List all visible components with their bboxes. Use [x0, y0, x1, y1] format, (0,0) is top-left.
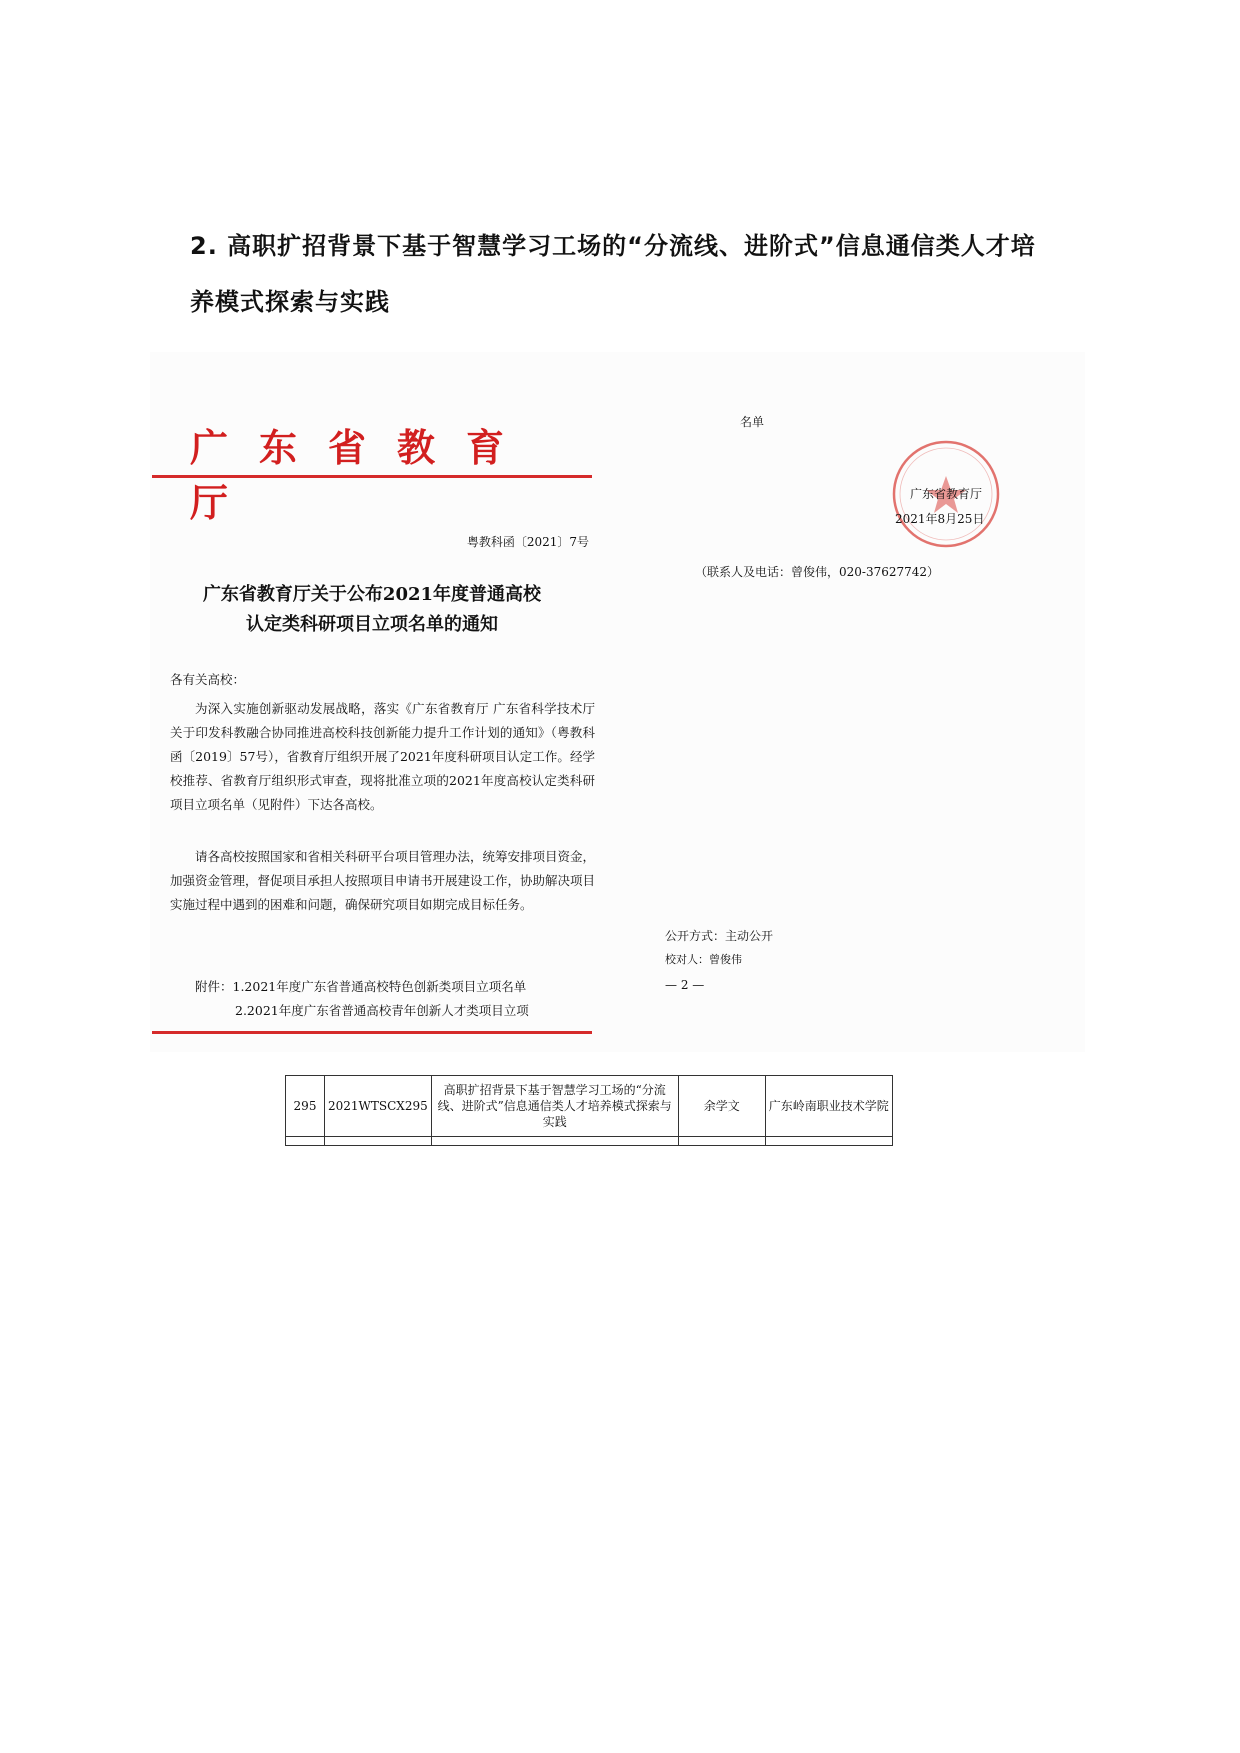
cell-project-code: 2021WTSCX295 — [325, 1076, 432, 1137]
signing-organization: 广东省教育厅 — [910, 487, 983, 501]
body-paragraph-1: 为深入实施创新驱动发展战略，落实《广东省教育厅 广东省科学技术厅关于印发科教融合协同推进高校科技创新能力提升工作计划的通知》（粤教科函〔2019〕57号），省教育厅组织开展了2021年度科研项目认定工作。经学校推荐、省教育厅组织形式审查，现将批准立项的2021年度高校认定类科研项目立项名单（见附件）下达各高校。 — [170, 701, 595, 812]
notice-title — [152, 580, 592, 640]
notice-title-line-2: 认定类科研项目立项名单的通知 — [246, 614, 498, 635]
section-heading — [190, 218, 1070, 330]
attachment-1: 附件：1.2021年度广东省普通高校特色创新类项目立项名单 — [195, 979, 527, 994]
attachments — [170, 975, 595, 1023]
heading-line-1: 2. 高职扩招背景下基于智慧学习工场的“分流线、进阶式”信息通信类人才培 — [190, 232, 1036, 260]
notice-page-1 — [152, 395, 597, 1035]
greeting: 各有关高校： — [170, 672, 246, 687]
issuing-organization: 广东省教育厅 — [190, 425, 536, 525]
table-row-partial — [286, 1137, 893, 1146]
attachment-2: 2.2021年度广东省普通高校青年创新人才类项目立项 — [235, 1003, 529, 1018]
project-list-table — [285, 1075, 893, 1146]
cell-project-title: 高职扩招背景下基于智慧学习工场的“分流线、进阶式”信息通信类人才培养模式探索与实践 — [431, 1076, 678, 1137]
notice-page-2 — [610, 395, 1080, 1035]
page-number: — 2 — — [665, 978, 705, 992]
contact-info: （联系人及电话：曾俊伟，020-37627742） — [695, 565, 940, 579]
signing-date: 2021年8月25日 — [895, 512, 985, 526]
cell-project-leader: 余学文 — [678, 1076, 765, 1137]
cell-number: 295 — [286, 1076, 325, 1137]
body-paragraph-2: 请各高校按照国家和省相关科研平台项目管理办法，统筹安排项目资金，加强资金管理，督促项目承担人按照项目申请书开展建设工作，协助解决项目实施过程中遇到的困难和问题，确保研究项目如期完成目标任务。 — [170, 849, 596, 912]
red-footer-rule — [152, 1031, 592, 1034]
disclosure-mode: 公开方式：主动公开 — [665, 929, 774, 943]
heading-line-2: 养模式探索与实践 — [190, 288, 390, 316]
proofreader: 校对人：曾俊伟 — [665, 953, 742, 966]
red-header-rule — [152, 475, 592, 478]
continued-word: 名单 — [740, 415, 765, 429]
table-row — [286, 1076, 893, 1137]
notice-title-line-1: 广东省教育厅关于公布2021年度普通高校 — [202, 584, 542, 605]
document-number: 粤教科函〔2021〕7号 — [466, 535, 589, 549]
cell-institution: 广东岭南职业技术学院 — [765, 1076, 892, 1137]
